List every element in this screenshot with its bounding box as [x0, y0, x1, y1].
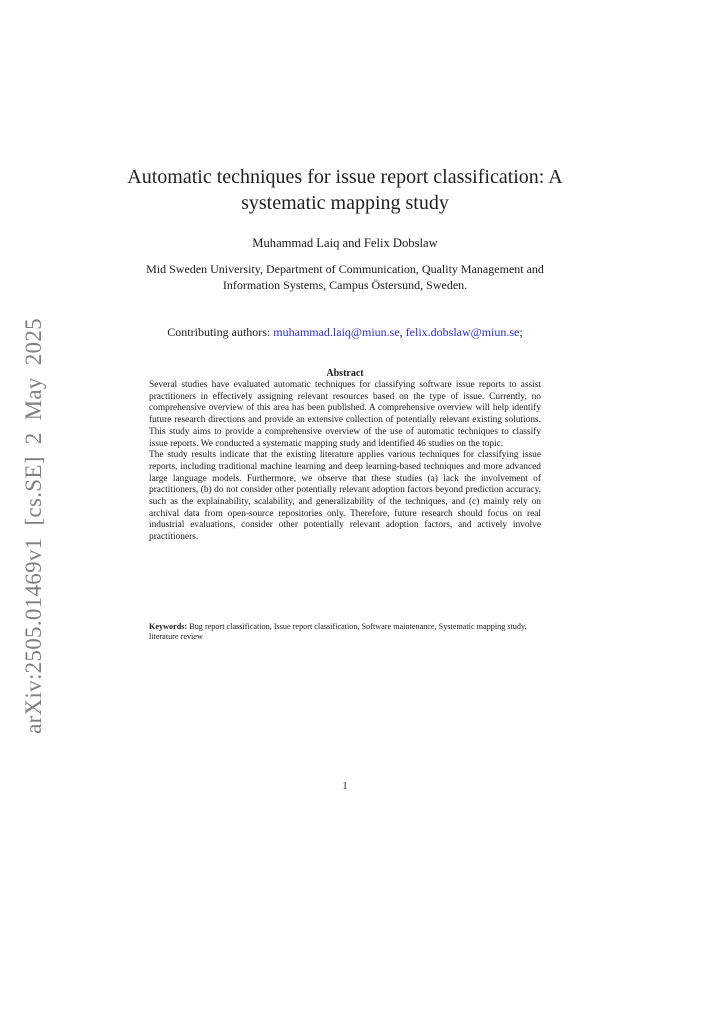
- paper-title: Automatic techniques for issue report classification: A systematic mapping study: [127, 166, 563, 214]
- email-link-dobslaw[interactable]: felix.dobslaw@miun.se: [405, 325, 520, 339]
- keywords-label: Keywords:: [149, 622, 188, 631]
- contributing-authors-line: [100, 324, 590, 340]
- page-number: 1: [342, 781, 348, 792]
- email-link-laiq[interactable]: muhammad.laiq@miun.se: [273, 325, 400, 339]
- contact-suffix: ;: [519, 325, 523, 339]
- abstract-paragraph-1: Several studies have evaluated automatic techniques for classifying software issue reports to assist practitioners in effectively assigning relevant resources based on the type of issue. Currently, no comprehensive overview of this area has been published. A comprehensive overview will help identify future research directions and provide an extensive collection of potentially relevant existing solutions. This study aims to provide a comprehensive overview of the use of automatic techniques to classify issue reports. We conducted a systematic mapping study and identified 46 studies on the topic.: [149, 380, 541, 449]
- abstract-paragraph-2: The study results indicate that the existing literature applies various techniques for classifying issue reports, including traditional machine learning and deep learning-based techniques and more advanced large language models. Furthermore, we observe that these studies (a) lack the involvement of practitioners, (b) do not consider other potentially relevant adoption factors beyond prediction accuracy, such as the explainability, scalability, and generalizability of the techniques, and (c) mainly rely on archival data from open-source repositories only. Therefore, future research should focus on real industrial evaluations, consider other potentially relevant adoption factors, and actively involve practitioners.: [149, 450, 541, 543]
- author-list: Muhammad Laiq and Felix Dobslaw: [252, 236, 438, 250]
- abstract-body: [149, 380, 541, 544]
- contact-label: Contributing authors:: [167, 325, 274, 339]
- abstract-heading: Abstract: [326, 368, 364, 379]
- author-affiliation: Mid Sweden University, Department of Communication, Quality Management and Information Systems, Campus Östersund, Sweden.: [146, 262, 544, 292]
- keywords-block: [149, 622, 541, 642]
- arxiv-identifier-text[interactable]: arXiv:2505.01469v1 [cs.SE] 2 May 2025: [21, 318, 46, 734]
- email-separator: ,: [399, 325, 406, 339]
- keywords-text: Bug report classification, Issue report classification, Software maintenance, Systematic mapping study, literature review: [149, 622, 527, 641]
